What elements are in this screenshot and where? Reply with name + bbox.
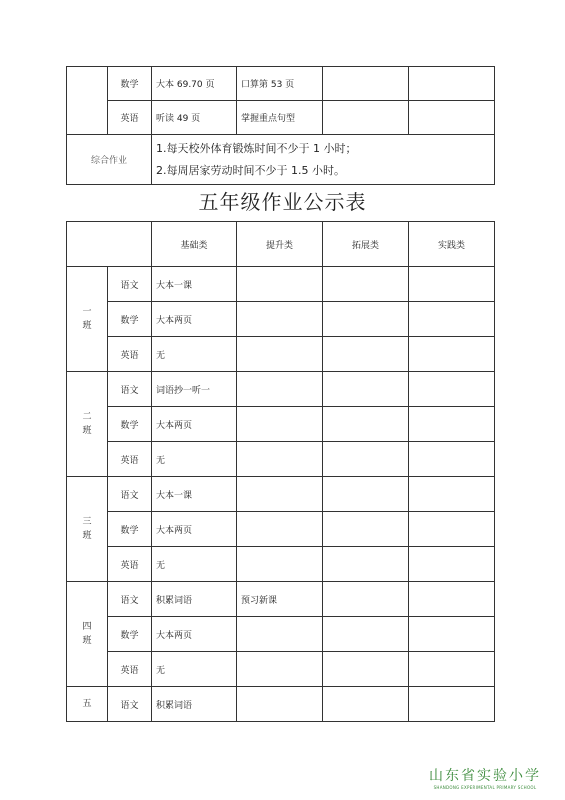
table-row: [67, 512, 495, 547]
subject-cell: 语文: [108, 477, 152, 512]
table-row: [67, 101, 495, 135]
table-row: [67, 652, 495, 687]
improve-cell: [237, 687, 323, 722]
subject-cell: 数学: [108, 617, 152, 652]
expand-cell: [323, 617, 409, 652]
improve-cell: [237, 617, 323, 652]
table-row: [67, 617, 495, 652]
comprehensive-content: [152, 135, 495, 185]
table-row: [67, 442, 495, 477]
practice-cell: [409, 372, 495, 407]
practice-cell: [409, 407, 495, 442]
improve-cell: [237, 407, 323, 442]
expand-cell: [323, 652, 409, 687]
header-blank-cell: [67, 222, 152, 267]
improve-cell: [237, 652, 323, 687]
school-logo-english: SHANDONG EXPERIMENTAL PRIMARY SCHOOL: [433, 785, 537, 790]
expand-cell: [323, 372, 409, 407]
subject-cell: 英语: [108, 652, 152, 687]
comprehensive-line-1: 1.每天校外体育锻炼时间不少于 1 小时；: [156, 141, 357, 155]
practice-cell: [409, 302, 495, 337]
table-row: [67, 477, 495, 512]
expand-cell: [323, 267, 409, 302]
subject-cell: 英语: [108, 547, 152, 582]
class-cell: [67, 477, 108, 582]
improve-cell: [237, 477, 323, 512]
class-label-1: 三: [82, 517, 92, 527]
practice-cell: [409, 442, 495, 477]
practice-cell: [409, 267, 495, 302]
practice-cell: [409, 582, 495, 617]
basic-cell: 无: [152, 337, 237, 372]
basic-cell: 无: [152, 442, 237, 477]
expand-cell: [323, 512, 409, 547]
class-label-1: 四: [82, 622, 92, 632]
header-practice: 实践类: [409, 222, 495, 267]
improve-cell: [237, 337, 323, 372]
basic-cell: 大本两页: [152, 512, 237, 547]
basic-cell: 大本一课: [152, 477, 237, 512]
page-title: 五年级作业公示表: [198, 190, 367, 214]
class-label-1: 五: [82, 699, 92, 709]
table-row: [67, 337, 495, 372]
comprehensive-line-2: 2.每周居家劳动时间不少于 1.5 小时。: [156, 163, 345, 177]
practice-cell: [409, 337, 495, 372]
improve-cell: [237, 547, 323, 582]
table-row: [67, 372, 495, 407]
class-cell: [67, 582, 108, 687]
subject-cell: 语文: [108, 687, 152, 722]
improve-cell: [237, 512, 323, 547]
practice-cell: [409, 512, 495, 547]
expand-cell: [323, 337, 409, 372]
subject-cell: 英语: [108, 442, 152, 477]
expand-cell: [323, 582, 409, 617]
expand-cell: [323, 101, 409, 135]
class-label-2: 班: [82, 531, 92, 541]
basic-cell: 积累词语: [152, 582, 237, 617]
basic-cell: 听读 49 页: [152, 101, 237, 135]
header-basic: 基础类: [152, 222, 237, 267]
subject-cell: 英语: [108, 101, 152, 135]
practice-cell: [409, 652, 495, 687]
basic-cell: 积累词语: [152, 687, 237, 722]
basic-cell: 大本两页: [152, 407, 237, 442]
basic-cell: 大本一课: [152, 267, 237, 302]
improve-cell: 预习新课: [237, 582, 323, 617]
class-label-2: 班: [82, 321, 92, 331]
table-row: [67, 687, 495, 722]
class-label-1: 一: [82, 307, 92, 317]
expand-cell: [323, 477, 409, 512]
school-logo-name: 山东省实验小学: [429, 768, 541, 784]
subject-cell: 语文: [108, 582, 152, 617]
expand-cell: [323, 547, 409, 582]
improve-cell: 掌握重点句型: [237, 101, 323, 135]
expand-cell: [323, 302, 409, 337]
improve-cell: 口算第 53 页: [237, 67, 323, 101]
class-label-2: 班: [82, 636, 92, 646]
expand-cell: [323, 687, 409, 722]
header-expand: 拓展类: [323, 222, 409, 267]
school-logo: [429, 765, 541, 790]
class-label-1: 二: [82, 412, 92, 422]
subject-cell: 语文: [108, 267, 152, 302]
comprehensive-label: 综合作业: [67, 135, 152, 185]
basic-cell: 词语抄一听一: [152, 372, 237, 407]
basic-cell: 大本两页: [152, 302, 237, 337]
expand-cell: [323, 67, 409, 101]
subject-cell: 数学: [108, 512, 152, 547]
class-cell: [67, 267, 108, 372]
improve-cell: [237, 267, 323, 302]
subject-cell: 数学: [108, 407, 152, 442]
table-row: [67, 407, 495, 442]
header-improve: 提升类: [237, 222, 323, 267]
improve-cell: [237, 372, 323, 407]
subject-cell: 语文: [108, 372, 152, 407]
comprehensive-row: [67, 135, 495, 185]
continued-homework-table: [66, 66, 495, 185]
grade-five-homework-table: [66, 221, 495, 722]
basic-cell: 大本 69.70 页: [152, 67, 237, 101]
practice-cell: [409, 547, 495, 582]
subject-cell: 英语: [108, 337, 152, 372]
class-cell: [67, 372, 108, 477]
practice-cell: [409, 687, 495, 722]
improve-cell: [237, 442, 323, 477]
practice-cell: [409, 67, 495, 101]
basic-cell: 无: [152, 652, 237, 687]
basic-cell: 大本两页: [152, 617, 237, 652]
practice-cell: [409, 617, 495, 652]
table-row: [67, 302, 495, 337]
table-row: [67, 267, 495, 302]
expand-cell: [323, 442, 409, 477]
class-cell: [67, 67, 108, 135]
table-row: [67, 582, 495, 617]
class-cell: [67, 687, 108, 722]
expand-cell: [323, 407, 409, 442]
subject-cell: 数学: [108, 67, 152, 101]
improve-cell: [237, 302, 323, 337]
table-row: [67, 547, 495, 582]
class-label-2: 班: [82, 426, 92, 436]
table-row: [67, 67, 495, 101]
header-row: [67, 222, 495, 267]
practice-cell: [409, 101, 495, 135]
basic-cell: 无: [152, 547, 237, 582]
practice-cell: [409, 477, 495, 512]
subject-cell: 数学: [108, 302, 152, 337]
